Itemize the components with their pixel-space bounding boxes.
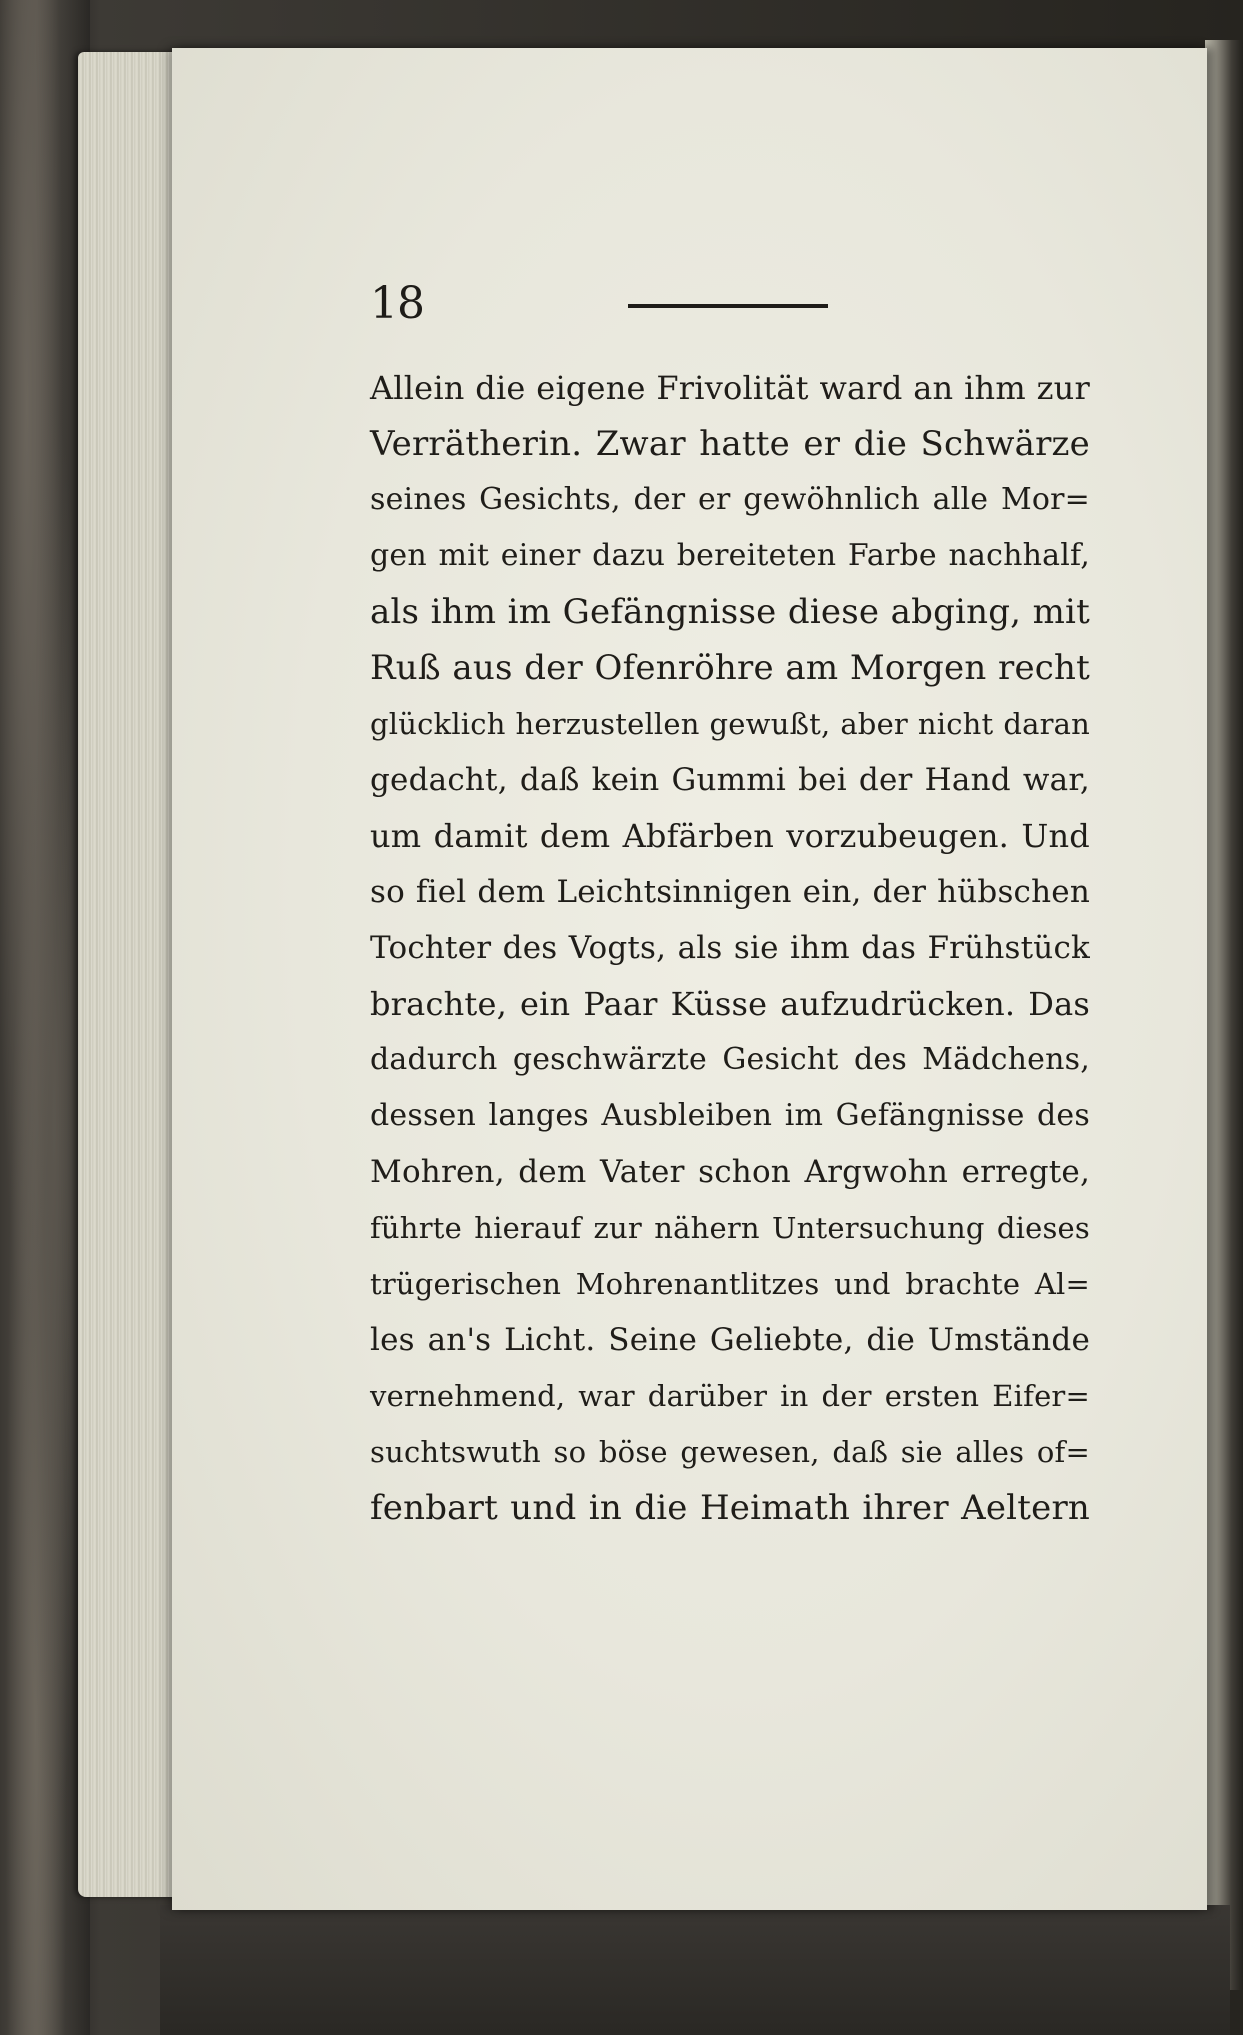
text-line: als ihm im Gefängnisse diese abging, mit (370, 592, 1090, 632)
page-number: 18 (370, 278, 424, 329)
facing-page-edge (1205, 40, 1243, 1990)
text-line: dadurch geschwärzte Gesicht des Mädchens, (370, 1042, 1090, 1077)
text-line: Ruß aus der Ofenröhre am Morgen recht (370, 648, 1090, 688)
text-line: so fiel dem Leichtsinnigen ein, der hübschen (370, 874, 1090, 910)
text-line: fenbart und in die Heimath ihrer Aeltern (370, 1488, 1090, 1528)
text-line: brachte, ein Paar Küsse aufzudrücken. Das (370, 985, 1090, 1023)
marbled-cover (0, 0, 90, 2035)
text-line: führte hierauf zur nähern Untersuchung dieses (370, 1211, 1090, 1245)
text-line: glücklich herzustellen gewußt, aber nicht daran (370, 707, 1090, 741)
bottom-shadow (160, 1905, 1230, 2035)
text-line: vernehmend, war darüber in der ersten Eifer= (370, 1379, 1090, 1413)
text-line: gedacht, daß kein Gummi bei der Hand war, (370, 762, 1090, 798)
text-line: Allein die eigene Frivolität ward an ihm zur (370, 369, 1090, 407)
text-line: gen mit einer dazu bereiteten Farbe nachhalf, (370, 538, 1090, 573)
text-line: Tochter des Vogts, als sie ihm das Frühstück (370, 930, 1090, 966)
text-line: um damit dem Abfärben vorzubeugen. Und (370, 817, 1090, 855)
text-line: trügerischen Mohrenantlitzes und brachte Al= (370, 1267, 1090, 1301)
text-line: suchtswuth so böse gewesen, daß sie alles of= (370, 1435, 1090, 1469)
text-line: les an's Licht. Seine Geliebte, die Umstände (370, 1322, 1090, 1358)
text-line: dessen langes Ausbleiben im Gefängnisse des (370, 1098, 1090, 1133)
header-rule (628, 304, 828, 308)
text-line: seines Gesichts, der er gewöhnlich alle Mor= (370, 482, 1090, 517)
text-line: Mohren, dem Vater schon Argwohn erregte, (370, 1154, 1090, 1190)
text-line: Verrätherin. Zwar hatte er die Schwärze (370, 424, 1090, 464)
